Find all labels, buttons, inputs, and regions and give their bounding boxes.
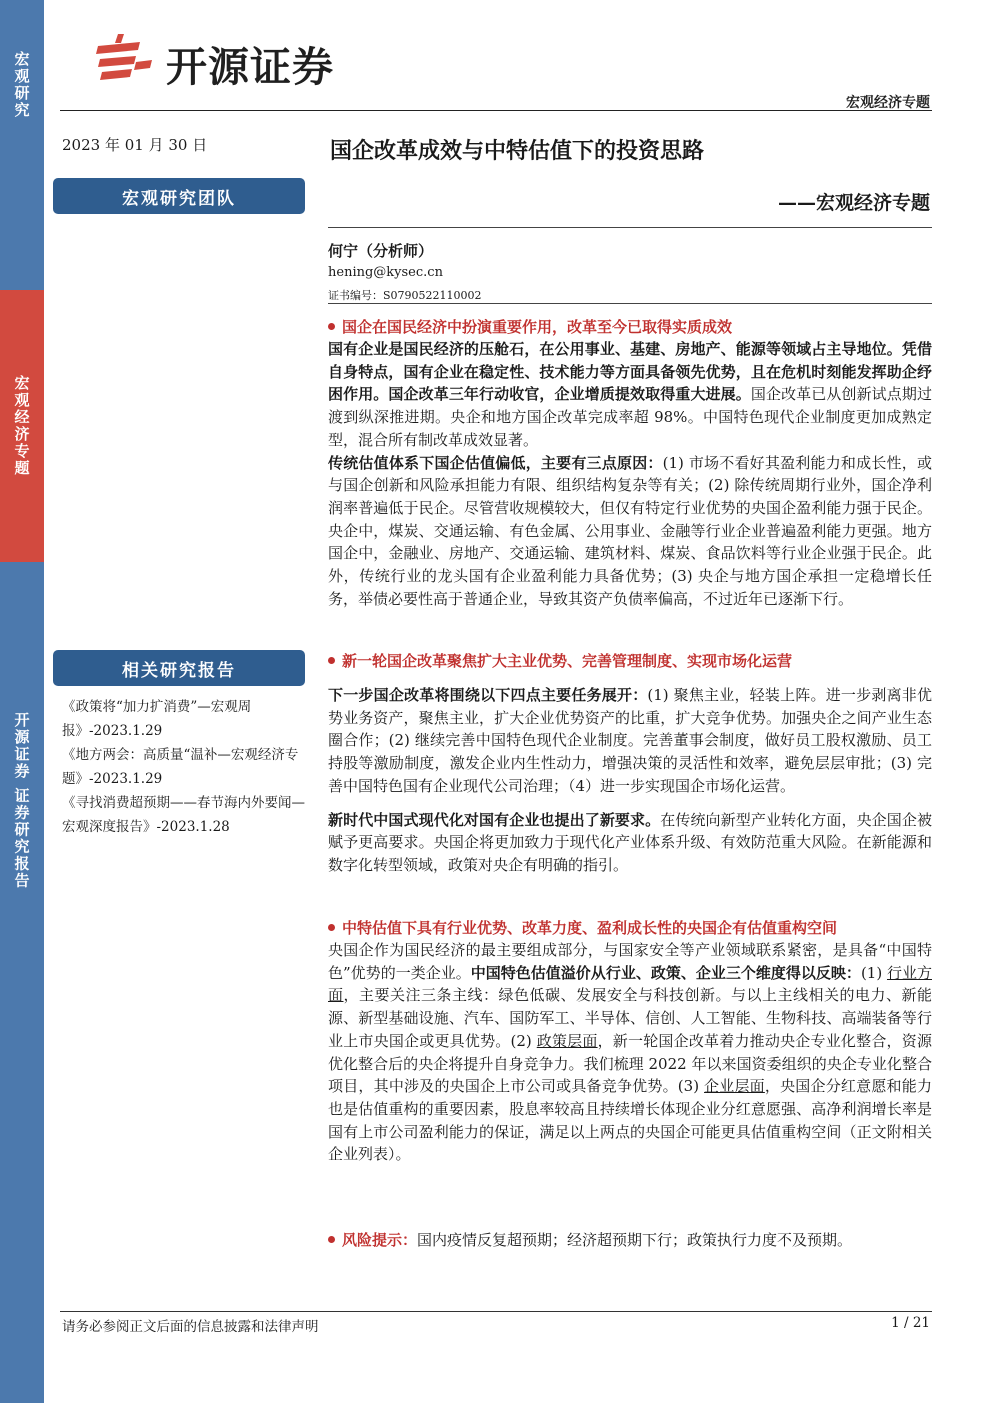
risk-text: 国内疫情反复超预期；经济超预期下行；政策执行力度不及预期。 — [417, 1231, 853, 1249]
related-report-item[interactable]: 《地方两会：高质量“温补—宏观经济专题》-2023.1.29 — [62, 747, 299, 787]
report-title: 国企改革成效与中特估值下的投资思路 — [330, 138, 705, 164]
bullet-icon — [328, 924, 335, 931]
team-heading: 宏观研究团队 — [53, 178, 305, 214]
sidebar-label-macro: 宏观研究 — [12, 51, 31, 119]
report-date: 2023 年 01 月 30 日 — [62, 136, 208, 154]
brand-name: 开源证券 — [166, 43, 334, 91]
section-1-heading: 国企在国民经济中扮演重要作用，改革至今已取得实质成效 — [328, 316, 932, 338]
section-2 — [328, 650, 932, 877]
risk-warning — [328, 1229, 932, 1252]
related-report-item[interactable]: 《寻找消费超预期——春节海内外要闻—宏观深度报告》-2023.1.28 — [62, 795, 305, 835]
risk-label: 风险提示： — [342, 1231, 418, 1249]
analyst-certificate: 证书编号：S0790522110002 — [328, 289, 482, 302]
section-1-paragraph-1: 国有企业是国民经济的压舱石，在公用事业、基建、房地产、能源等领域占主导地位。凭借自身特点，国有企业在稳定性、技术能力等方面具备领先优势，且在危机时刻能发挥助企纾困作用。国企改革三年行动收官，企业增质提效取得重大进展。国企改革已从创新试点期过渡到纵深推进期。央企和地方国企改革完成率超 98%。中国特色现代企业制度更加成熟定型，混合所有制改革成效显著。 — [328, 340, 932, 449]
related-heading: 相关研究报告 — [53, 650, 305, 686]
sidebar-section-topic — [0, 290, 44, 562]
section-3-paragraph: 央国企作为国民经济的最主要组成部分，与国家安全等产业领域联系紧密，是具备“中国特色”优势的一类企业。中国特色估值溢价从行业、政策、企业三个维度得以反映：(1) 行业方面，主要关注三条主线：绿色低碳、发展安全与科技创新。与以上主线相关的电力、新能源、新型基础设施、汽车、国防军工、半导体、信创、人工智能、生物科技、高端装备等行业上市央国企或更具优势。(2) 政策层面，新一轮国企改革着力推动央企专业化整合，资源优化整合后的央企将提升自身竞争力。我们梳理 2022 年以来国资委组织的央企专业化整合项目，其中涉及的央国企上市公司或具备竞争优势。(3) 企业层面，央国企分红意愿和能力也是估值重构的重要因素，股息率较高且持续增长体现企业分红意愿强、高净利润增长率是国有上市公司盈利能力的保证，满足以上两点的央国企可能更具估值重构空间（正文附相关企业列表）。 — [328, 941, 932, 1164]
header-divider — [60, 110, 932, 111]
analyst-top-divider — [328, 227, 932, 228]
related-report-item[interactable]: 《政策将“加力扩消费”—宏观周报》-2023.1.29 — [62, 699, 252, 739]
analyst-email[interactable]: hening@kysec.cn — [328, 265, 443, 280]
report-subtitle: ——宏观经济专题 — [777, 192, 930, 214]
sidebar-label-brand: 开源证券 证券研究报告 — [12, 712, 31, 890]
brand-logo — [92, 30, 382, 90]
section-2-heading: 新一轮国企改革聚焦扩大主业优势、完善管理制度、实现市场化运营 — [328, 650, 932, 672]
footer-disclaimer: 请务必参阅正文后面的信息披露和法律声明 — [62, 1319, 319, 1335]
footer-divider — [60, 1311, 932, 1312]
bullet-icon — [328, 323, 335, 330]
section-1 — [328, 316, 932, 610]
doc-type-label: 宏观经济专题 — [846, 95, 930, 111]
section-2-paragraph-2: 新时代中国式现代化对国有企业也提出了新要求。在传统向新型产业转化方面，央企国企被赋予更高要求。央国企将更加致力于现代化产业体系升级、有效防范重大风险。在新能源和数字化转型领域，政策对央企有明确的指引。 — [328, 810, 932, 874]
section-3-heading: 中特估值下具有行业优势、改革力度、盈利成长性的央国企有估值重构空间 — [328, 917, 932, 939]
sidebar-label-topic: 宏观经济专题 — [12, 375, 31, 477]
page-number: 1 / 21 — [891, 1315, 930, 1331]
bullet-icon — [328, 1236, 335, 1243]
bullet-icon — [328, 657, 335, 664]
logo-mark-icon — [92, 30, 156, 90]
section-2-paragraph-1: 下一步国企改革将围绕以下四点主要任务展开：(1) 聚焦主业，轻装上阵。进一步剥离非优势业务资产，聚焦主业，扩大企业优势资产的比重，扩大竞争优势。加强央企之间产业生态圈合作；(2) 继续完善中国特色现代企业制度。完善董事会制度，做好员工股权激励、员工持股等激励制度，激发企业内生性动力，增强决策的灵活性和效率，避免层层审批；(3) 完善中国特色国有企业现代公司治理；（4）进一步实现国企市场化运营。 — [328, 686, 932, 795]
related-report-list — [62, 695, 312, 839]
sidebar-section-macro — [0, 0, 44, 290]
sidebar-section-brand — [0, 562, 44, 1403]
section-3 — [328, 917, 932, 1166]
analyst-name: 何宁（分析师） — [328, 242, 434, 260]
analyst-bottom-divider — [328, 303, 932, 304]
section-1-paragraph-2: 传统估值体系下国企估值偏低，主要有三点原因：(1) 市场不看好其盈利能力和成长性，或与国企创新和风险承担能力有限、组织结构复杂等有关；(2) 除传统周期行业外，国企净利润率普遍低于民企。尽管营收规模较大，但仅有特定行业优势的央国企盈利能力强于民企。央企中，煤炭、交通运输、有色金属、公用事业、金融等行业企业普遍盈利能力更强。地方国企中，金融业、房地产、交通运输、建筑材料、煤炭、食品饮料等行业企业强于民企。此外，传统行业的龙头国有企业盈利能力具备优势；(3) 央企与地方国企承担一定稳增长任务，举债必要性高于普通企业，导致其资产负债率偏高，不过近年已逐渐下行。 — [328, 453, 932, 608]
